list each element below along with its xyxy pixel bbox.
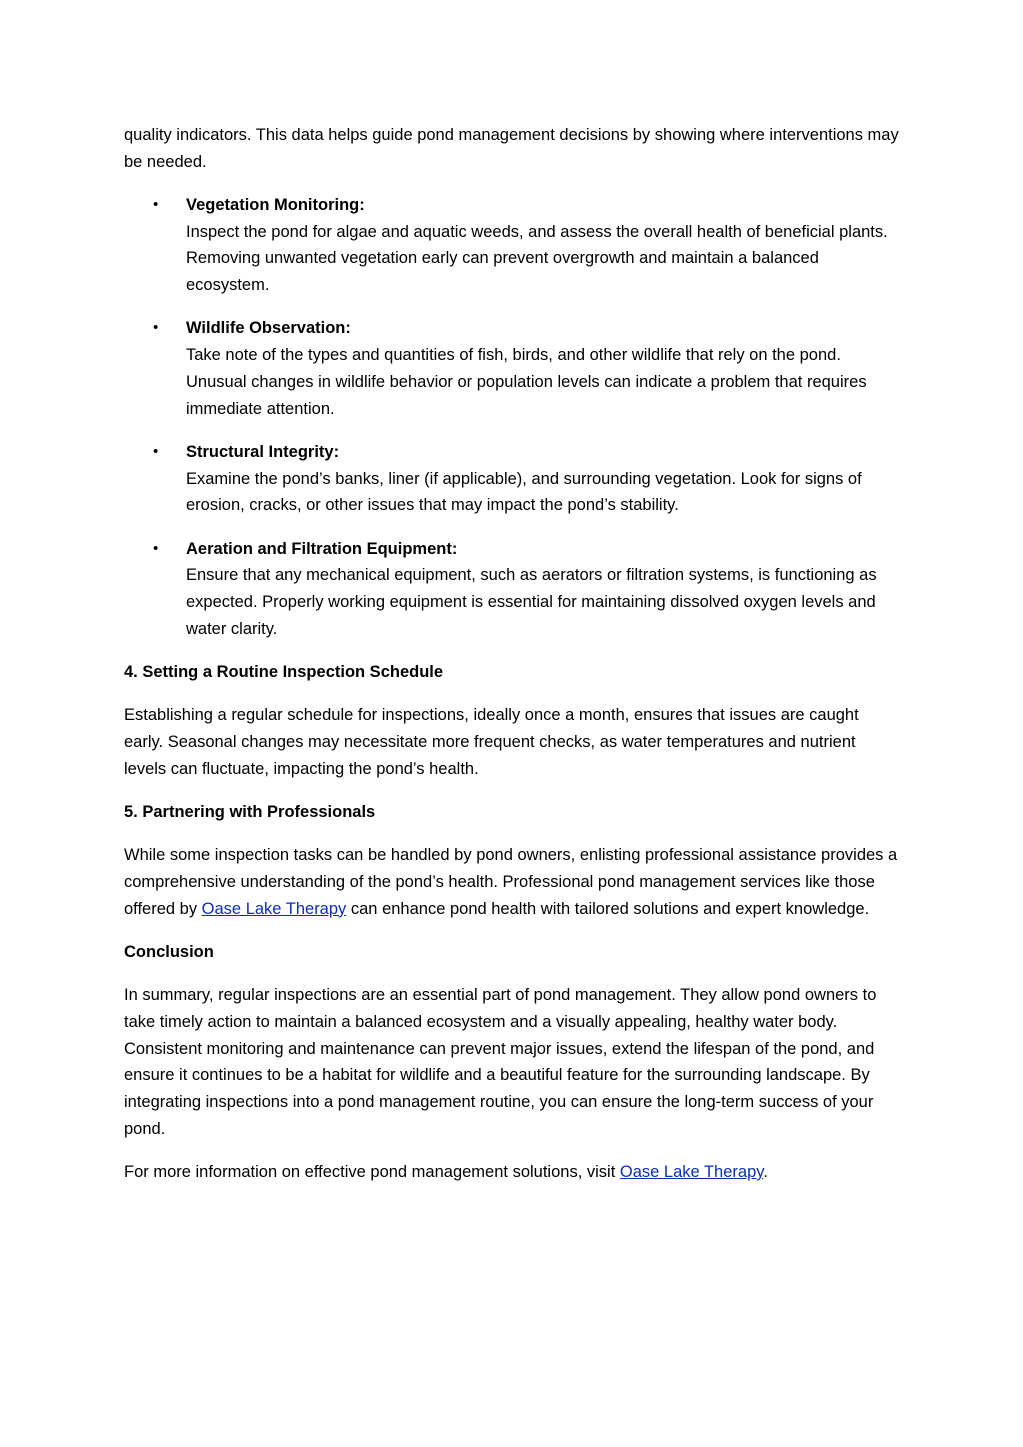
list-item-vegetation-monitoring bbox=[153, 192, 899, 299]
list-item-text: Inspect the pond for algae and aquatic weeds, and assess the overall health of beneficial plants. Removing unwanted vegetation early can prevent overgrowth and maintain a balanced ecosystem. bbox=[186, 222, 888, 295]
conclusion-paragraph: In summary, regular inspections are an essential part of pond management. They allow pond owners to take timely action to maintain a balanced ecosystem and a visually appealing, healthy water body. Consistent monitoring and maintenance can prevent major issues, extend the lifespan of the pond, and ensure it continues to be a habitat for wildlife and a beautiful feature for the surrounding landscape. By integrating inspections into a pond management routine, you can ensure the long-term success of your pond. bbox=[124, 986, 877, 1138]
bullet-icon: • bbox=[153, 539, 159, 557]
list-item-title: Wildlife Observation: bbox=[186, 319, 351, 338]
conclusion-heading: Conclusion bbox=[124, 942, 214, 961]
section-5-heading: 5. Partnering with Professionals bbox=[124, 802, 376, 821]
section-5-text-before-link: While some inspection tasks can be handled by pond owners, enlisting professional assistance provides a comprehensive understanding of the pond’s health. Professional pond management services like those offered by bbox=[124, 846, 898, 918]
list-item-title: Vegetation Monitoring: bbox=[186, 196, 365, 214]
closing-paragraph bbox=[124, 1159, 899, 1186]
list-item-structural-integrity bbox=[153, 439, 899, 519]
section-5-paragraph bbox=[124, 842, 899, 922]
list-item-title: Aeration and Filtration Equipment: bbox=[186, 539, 458, 558]
inspection-checklist bbox=[124, 192, 899, 642]
oase-lake-therapy-closing-link[interactable]: Oase Lake Therapy bbox=[619, 1163, 764, 1182]
closing-text-after-link: . bbox=[763, 1163, 768, 1182]
list-item-aeration-filtration bbox=[153, 536, 899, 643]
oase-lake-therapy-link[interactable]: Oase Lake Therapy bbox=[201, 899, 347, 918]
intro-continuation: quality indicators. This data helps guide pond management decisions by showing where interventions may be needed. bbox=[124, 126, 899, 171]
list-item-text: Examine the pond’s banks, liner (if applicable), and surrounding vegetation. Look for signs of erosion, cracks, or other issues that may impact the pond’s stability. bbox=[186, 469, 862, 515]
closing-text-before-link: For more information on effective pond management solutions, visit bbox=[124, 1163, 620, 1182]
list-item-text: Ensure that any mechanical equipment, such as aerators or filtration systems, is functioning as expected. Properly working equipment is essential for maintaining dissolved oxygen levels and water clarity. bbox=[186, 566, 877, 638]
section-4-heading: 4. Setting a Routine Inspection Schedule bbox=[124, 662, 444, 681]
document-page bbox=[124, 122, 899, 1202]
bullet-icon: • bbox=[153, 442, 159, 460]
list-item-text: Take note of the types and quantities of fish, birds, and other wildlife that rely on the pond. Unusual changes in wildlife behavior or population levels can indicate a problem that requires immediate attention. bbox=[186, 346, 867, 418]
bullet-icon: • bbox=[153, 196, 159, 213]
section-5-text-after-link: can enhance pond health with tailored solutions and expert knowledge. bbox=[346, 899, 870, 918]
list-item-title: Structural Integrity: bbox=[186, 442, 340, 461]
bullet-icon: • bbox=[153, 319, 159, 337]
section-4-paragraph: Establishing a regular schedule for inspections, ideally once a month, ensures that issues are caught early. Seasonal changes may necessitate more frequent checks, as water temperatures and nutrient levels can fluctuate, impacting the pond’s health. bbox=[124, 706, 859, 778]
list-item-wildlife-observation bbox=[153, 315, 899, 422]
